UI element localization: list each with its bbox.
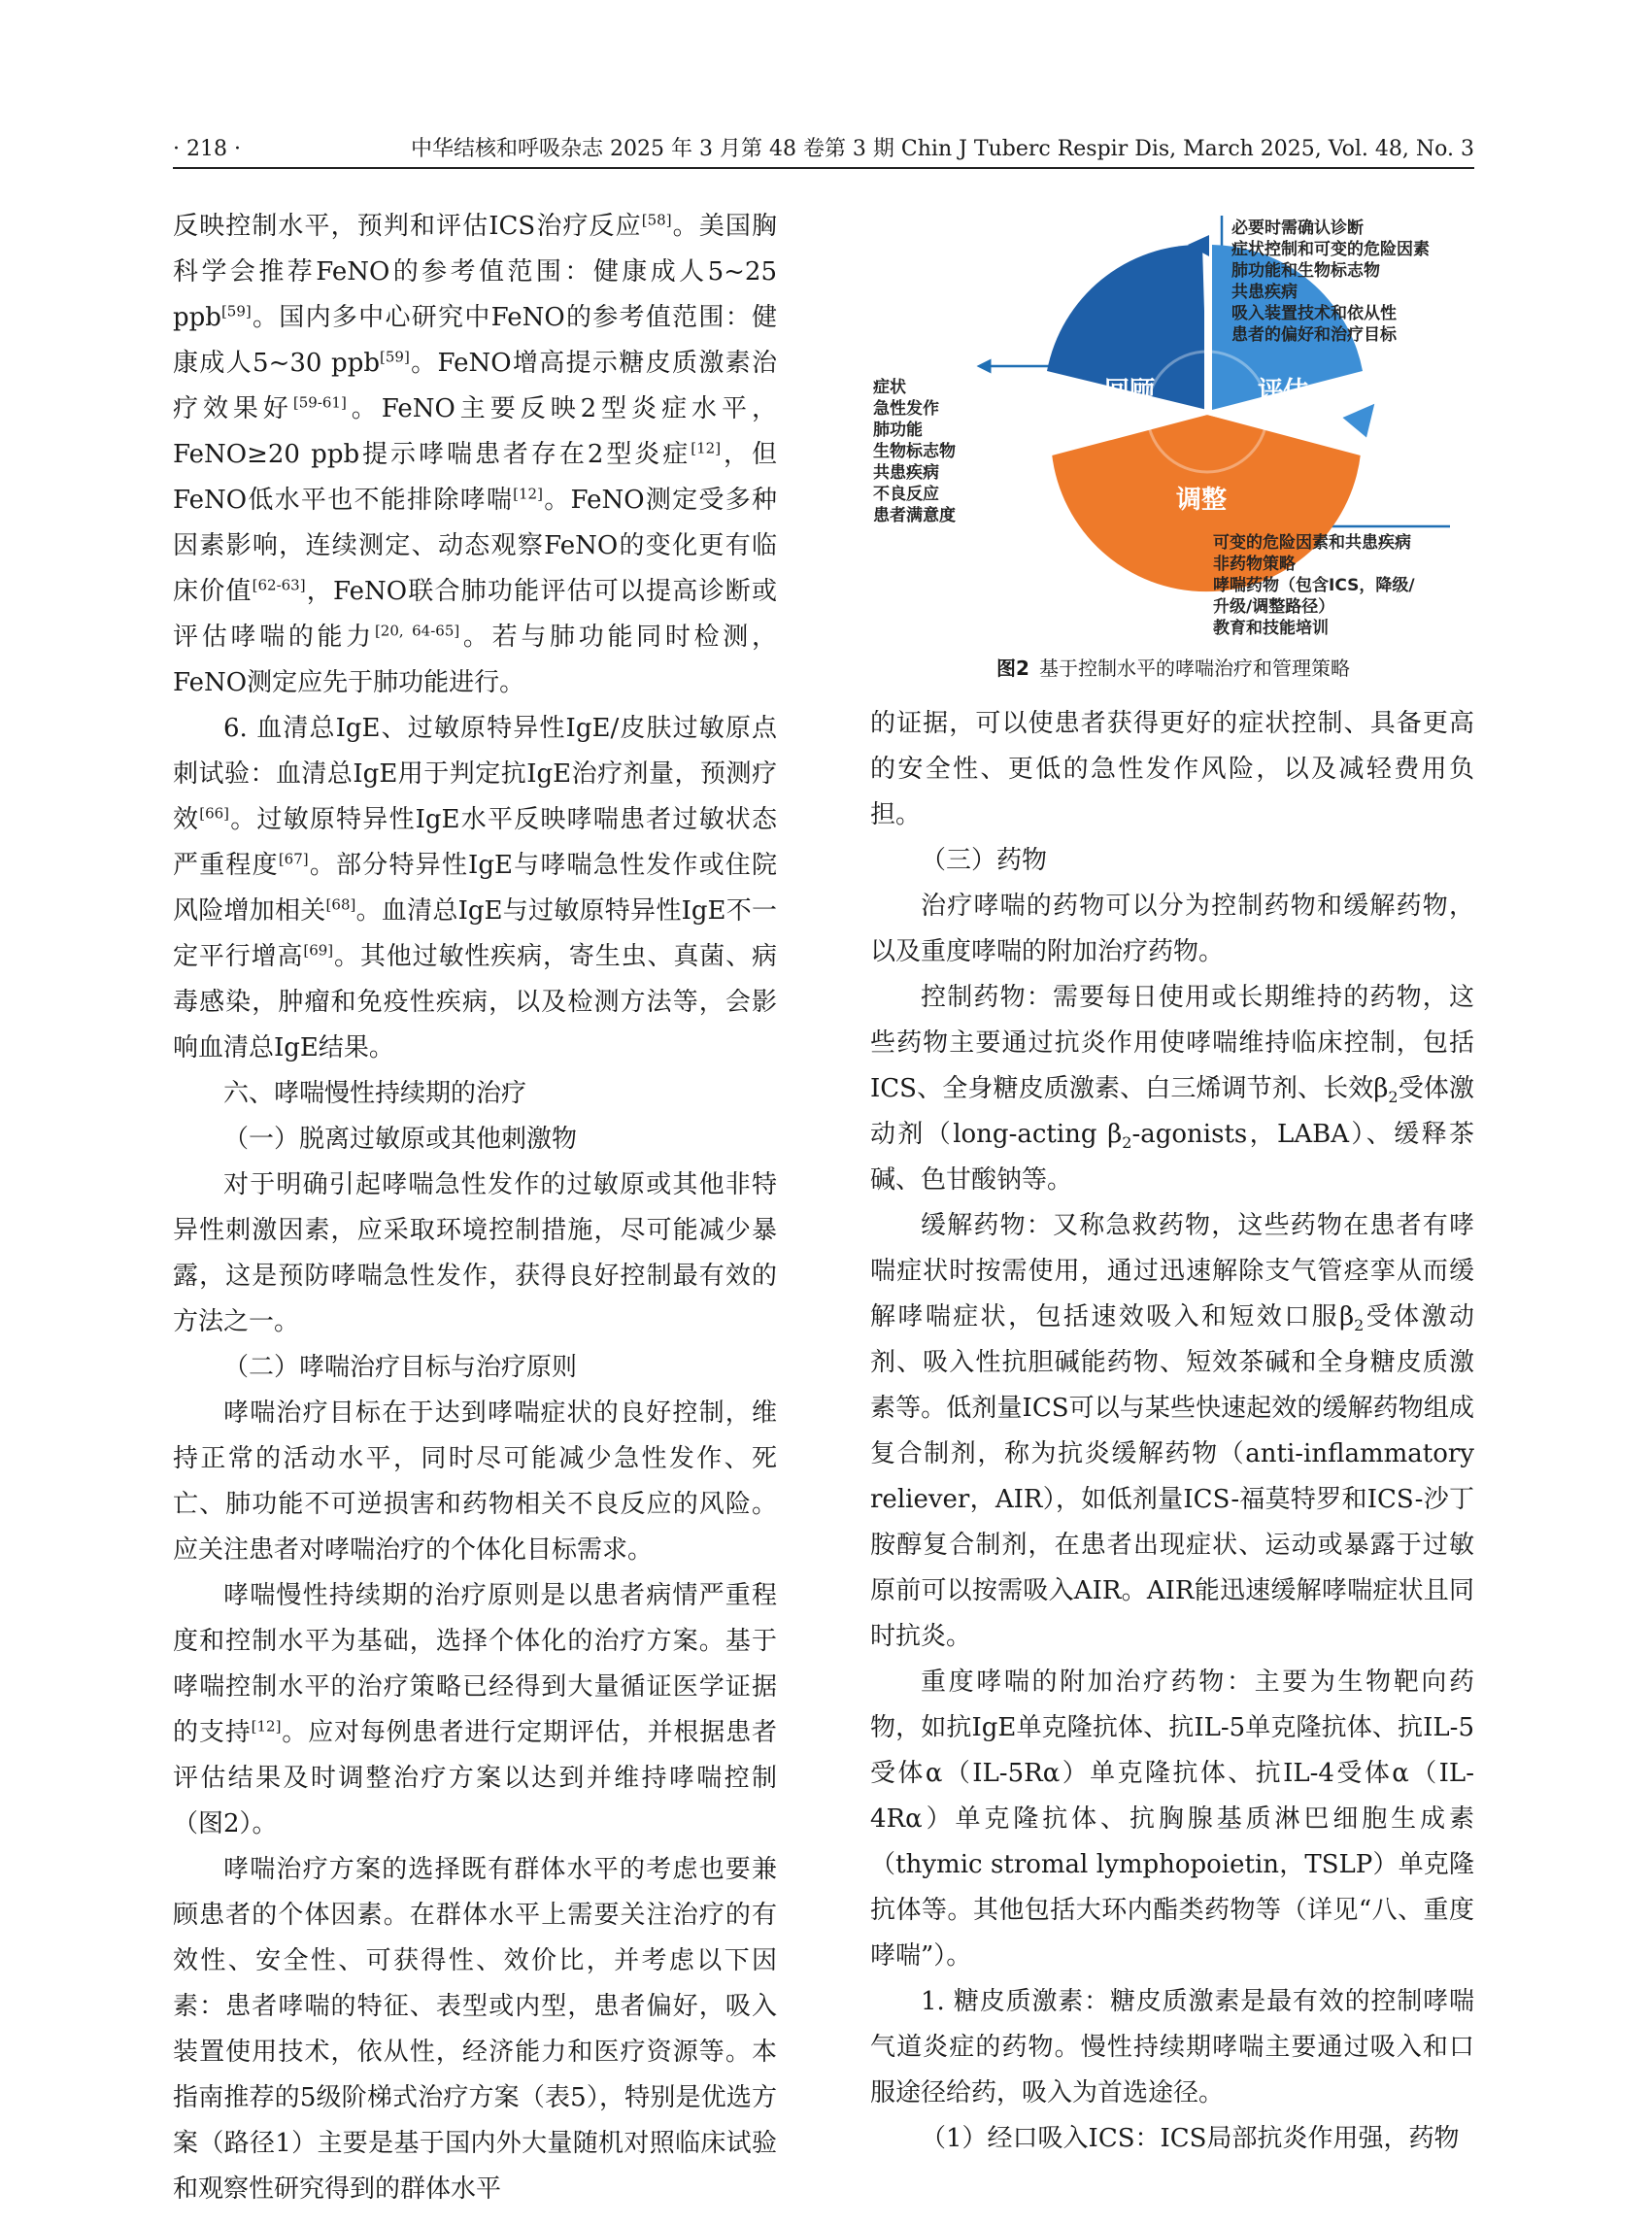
adjust-item: 哮喘药物（包含ICS，降级/ (1213, 576, 1415, 595)
paragraph-ige: 6. 血清总IgE、过敏原特异性IgE/皮肤过敏原点刺试验：血清总IgE用于判定抗IgE治疗剂量，预测疗效[66]。过敏原特异性IgE水平反映哮喘患者过敏状态严重程度[67]。部分特异性IgE与哮喘急性发作或住院风险增加相关[68]。血清总IgE与过敏原特异性IgE不一定平行增高[69]。其他过敏性疾病，寄生虫、真菌、病毒感染，肿瘤和免疫性疾病，以及检测方法等，会影响血清总IgE结果。 (173, 714, 777, 1062)
review-item: 不良反应 (873, 485, 939, 504)
section-heading: 六、哮喘慢性持续期的治疗 (223, 1079, 527, 1108)
subsection-heading: （三）药物 (921, 846, 1048, 875)
label-adjust: 调整 (1176, 486, 1228, 515)
review-item: 急性发作 (873, 399, 939, 419)
citation: [12] (513, 485, 543, 503)
citation: [58] (641, 211, 672, 229)
paragraph-allergen: 对于明确引起哮喘急性发作的过敏原或其他非特异性刺激因素，应采取环境控制措施，尽可能减少暴露，这是预防哮喘急性发作，获得良好控制最有效的方法之一。 (173, 1170, 777, 1336)
paragraph-relievers: 缓解药物：又称急救药物，这些药物在患者有哮喘症状时按需使用，通过迅速解除支气管痉挛从而缓解哮喘症状，包括速效吸入和短效口服$\beta_2$受体激动剂、吸入性抗胆碱能药物、短效茶碱和全身糖皮质激素等。低剂量ICS可以与某些快速起效的缓解药物组成复合制剂，称为抗炎缓解药物（anti-inflammatory reliever，AIR），如低剂量ICS-福莫特罗和ICS-沙丁胺醇复合制剂，在患者出现症状、运动或暴露于过敏原前可以按需吸入AIR。AIR能迅速缓解哮喘症状且同时抗炎。 (870, 1211, 1474, 1651)
right-column (870, 701, 1474, 2162)
left-column (173, 204, 777, 2212)
citation: [12] (691, 439, 722, 457)
review-item: 患者满意度 (873, 506, 956, 525)
citation: [59-61] (292, 393, 347, 412)
review-list (873, 377, 956, 526)
citation: [69] (303, 941, 334, 960)
assess-item: 症状控制和可变的危险因素 (1231, 240, 1430, 259)
label-assess: 评估 (1258, 377, 1309, 406)
paragraph-drug-classes: 治疗哮喘的药物可以分为控制药物和缓解药物，以及重度哮喘的附加治疗药物。 (870, 892, 1474, 966)
paragraph-goals: 哮喘治疗目标在于达到哮喘症状的良好控制，维持正常的活动水平，同时尽可能减少急性发作、死亡、肺功能不可逆损害和药物相关不良反应的风险。应关注患者对哮喘治疗的个体化目标需求。 (173, 1399, 777, 1565)
adjust-item: 非药物策略 (1213, 555, 1296, 574)
paragraph-options: 哮喘治疗方案的选择既有群体水平的考虑也要兼顾患者的个体因素。在群体水平上需要关注治疗的有效性、安全性、可获得性、效价比，并考虑以下因素：患者哮喘的特征、表型或内型，患者偏好，吸入装置使用技术，依从性，经济能力和医疗资源等。本指南推荐的5级阶梯式治疗方案（表5），特别是优选方案（路径1）主要是基于国内外大量随机对照临床试验和观察性研究得到的群体水平 (173, 1855, 777, 2204)
subsection-heading: （二）哮喘治疗目标与治疗原则 (223, 1353, 578, 1382)
adjust-item: 教育和技能培训 (1213, 619, 1329, 638)
paragraph-add-on: 重度哮喘的附加治疗药物：主要为生物靶向药物，如抗IgE单克隆抗体、抗IL-5单克隆抗体、抗IL-5受体α（IL-5Rα）单克隆抗体、抗IL-4受体α（IL-4Rα）单克隆抗体、抗胸腺基质淋巴细胞生成素（thymic stromal lymphopoietin，TSLP）单克隆抗体等。其他包括大环内酯类药物等（详见“八、重度哮喘”）。 (870, 1668, 1474, 1971)
citation: [68] (325, 895, 356, 914)
assess-item: 共患疾病 (1231, 283, 1298, 302)
citation: [67] (278, 850, 309, 868)
paragraph-principles: 哮喘慢性持续期的治疗原则是以患者病情严重程度和控制水平为基础，选择个体化的治疗方案。基于哮喘控制水平的治疗策略已经得到大量循证医学证据的支持[12]。应对每例患者进行定期评估，并根据患者评估结果及时调整治疗方案以达到并维持哮喘控制（图2）。 (173, 1581, 777, 1838)
page-number: · 218 · (173, 137, 241, 161)
cycle-arrow-icon (1342, 393, 1386, 437)
review-item: 肺功能 (873, 421, 923, 440)
paragraph-controllers: 控制药物：需要每日使用或长期维持的药物，这些药物主要通过抗炎作用使哮喘维持临床控制，包括ICS、全身糖皮质激素、白三烯调节剂、长效$\beta_2$受体激动剂（long-acting $\beta_2$-agonists，LABA）、缓释茶碱、色甘酸钠等。 (870, 983, 1475, 1195)
citation: [59] (380, 348, 410, 366)
assess-item: 必要时需确认诊断 (1231, 219, 1364, 238)
assess-item: 吸入装置技术和依从性 (1231, 304, 1397, 323)
caption-label: 图2 (996, 657, 1029, 680)
assess-list (1231, 218, 1430, 346)
figure-2 (867, 206, 1479, 691)
assess-item: 患者的偏好和治疗目标 (1231, 325, 1397, 345)
citation: [12] (251, 1717, 282, 1736)
page-header (173, 133, 1474, 166)
journal-running-head: 中华结核和呼吸杂志 2025 年 3 月第 48 卷第 3 期 Chin J Tuberc Respir Dis, March 2025, Vol. 48, No. 3 (411, 137, 1474, 161)
caption-text: 基于控制水平的哮喘治疗和管理策略 (1038, 657, 1350, 680)
citation: [62-63] (252, 576, 306, 594)
header-rule (173, 167, 1474, 169)
citation: [20, 64-65] (374, 622, 460, 640)
subsection-heading: （一）脱离过敏原或其他刺激物 (223, 1125, 578, 1154)
adjust-list (1213, 532, 1415, 639)
citation: [59] (220, 302, 252, 320)
assess-item: 肺功能和生物标志物 (1231, 261, 1380, 281)
review-item: 症状 (873, 378, 906, 397)
paragraph-feno: 反映控制水平，预判和评估ICS治疗反应[58]。美国胸科学会推荐FeNO的参考值范围：健康成人5~25 ppb[59]。国内多中心研究中FeNO的参考值范围：健康成人5~30 ppb[59]。FeNO增高提示糖皮质激素治疗效果好[59-61]。FeNO主要反映2型炎症水平，FeNO≥20 ppb提示哮喘患者存在2型炎症[12]，但FeNO低水平也不能排除哮喘[12]。FeNO测定受多种因素影响，连续测定、动态观察FeNO的变化更有临床价值[62-63]，FeNO联合肺功能评估可以提高诊断或评估哮喘的能力[20, 64-65]。若与肺功能同时检测，FeNO测定应先于肺功能进行。 (173, 211, 778, 697)
citation: [66] (199, 804, 230, 823)
adjust-item: 升级/调整路径） (1213, 597, 1335, 617)
review-item: 共患疾病 (873, 463, 939, 483)
paragraph-glucocorticoids: 1. 糖皮质激素：糖皮质激素是最有效的控制哮喘气道炎症的药物。慢性持续期哮喘主要通过吸入和口服途径给药，吸入为首选途径。 (870, 1987, 1474, 2107)
figure-caption (867, 653, 1479, 681)
paragraph-evidence: 的证据，可以使患者获得更好的症状控制、具备更高的安全性、更低的急性发作风险，以及减轻费用负担。 (870, 709, 1474, 829)
review-item: 生物标志物 (873, 442, 956, 461)
adjust-item: 可变的危险因素和共患疾病 (1213, 533, 1411, 553)
paragraph-ics: （1）经口吸入ICS：ICS局部抗炎作用强，药物 (921, 2124, 1460, 2153)
label-review: 回顾 (1104, 377, 1156, 406)
